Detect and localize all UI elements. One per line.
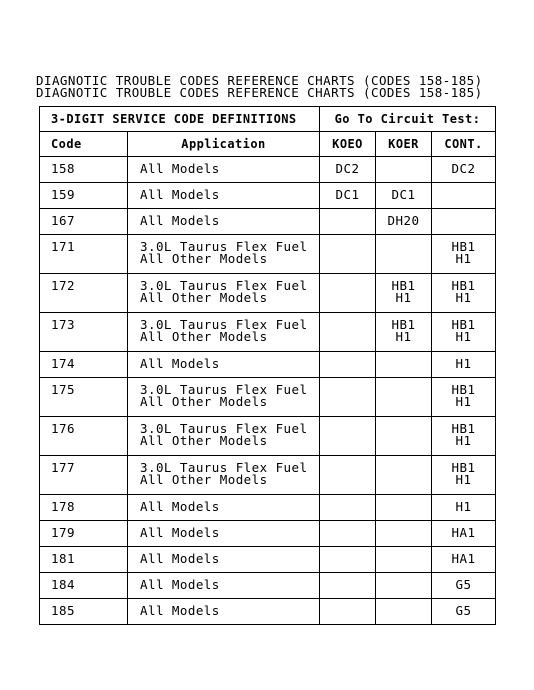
cell-cont-line: G5 <box>455 603 472 618</box>
table-row <box>40 417 496 456</box>
cell-cont <box>432 274 496 313</box>
cell-application <box>128 573 320 599</box>
cell-cont-line: HB1 <box>451 421 476 436</box>
cell-cont-line: H1 <box>455 356 472 371</box>
cell-koer <box>376 183 432 209</box>
cell-code: 184 <box>40 573 128 599</box>
table-row <box>40 235 496 274</box>
cell-koer <box>376 456 432 495</box>
cell-application <box>128 183 320 209</box>
cell-cont <box>432 521 496 547</box>
cell-application-line: 3.0L Taurus Flex Fuel <box>140 317 308 332</box>
cell-application-line: 3.0L Taurus Flex Fuel <box>140 278 308 293</box>
table-row <box>40 573 496 599</box>
cell-cont-line: HA1 <box>451 525 476 540</box>
header-application: Application <box>128 132 320 157</box>
cell-application <box>128 313 320 352</box>
cell-koeo <box>320 235 376 274</box>
cell-application-line: All Models <box>140 525 220 540</box>
cell-code: 167 <box>40 209 128 235</box>
table-row <box>40 599 496 625</box>
cell-code: 177 <box>40 456 128 495</box>
cell-cont <box>432 352 496 378</box>
cell-code: 176 <box>40 417 128 456</box>
cell-code: 179 <box>40 521 128 547</box>
cell-application <box>128 209 320 235</box>
cell-koer <box>376 209 432 235</box>
table-row <box>40 456 496 495</box>
cell-application <box>128 417 320 456</box>
cell-application-line: All Other Models <box>140 394 268 409</box>
header-service-code-definitions: 3-DIGIT SERVICE CODE DEFINITIONS <box>40 107 320 132</box>
cell-application-line: 3.0L Taurus Flex Fuel <box>140 460 308 475</box>
cell-koer-line: HB1 <box>391 317 416 332</box>
cell-koer <box>376 521 432 547</box>
cell-code: 185 <box>40 599 128 625</box>
cell-cont-line: G5 <box>455 577 472 592</box>
table-row <box>40 521 496 547</box>
cell-koer <box>376 313 432 352</box>
header-koeo: KOEO <box>320 132 376 157</box>
cell-code: 174 <box>40 352 128 378</box>
cell-koeo <box>320 352 376 378</box>
cell-application <box>128 378 320 417</box>
cell-application-line: All Other Models <box>140 472 268 487</box>
cell-cont-line: HB1 <box>451 382 476 397</box>
cell-code: 158 <box>40 157 128 183</box>
table-row <box>40 352 496 378</box>
cell-cont-line: HB1 <box>451 239 476 254</box>
cell-cont <box>432 417 496 456</box>
cell-koeo <box>320 378 376 417</box>
cell-cont-line: H1 <box>455 472 472 487</box>
cell-cont-line: HB1 <box>451 317 476 332</box>
cell-koeo-line: DC1 <box>335 187 360 202</box>
cell-koeo <box>320 313 376 352</box>
cell-application-line: 3.0L Taurus Flex Fuel <box>140 382 308 397</box>
cell-application-line: All Models <box>140 356 220 371</box>
cell-cont <box>432 495 496 521</box>
cell-koeo <box>320 183 376 209</box>
cell-code: 159 <box>40 183 128 209</box>
table-row <box>40 378 496 417</box>
cell-cont-line: HB1 <box>451 460 476 475</box>
cell-cont <box>432 573 496 599</box>
cell-koer-line: HB1 <box>391 278 416 293</box>
cell-code: 178 <box>40 495 128 521</box>
cell-application-line: All Models <box>140 577 220 592</box>
cell-cont-line: HB1 <box>451 278 476 293</box>
cell-koeo <box>320 417 376 456</box>
cell-koer <box>376 157 432 183</box>
cell-koeo <box>320 495 376 521</box>
cell-koer <box>376 378 432 417</box>
header-column-row <box>40 132 496 157</box>
table-row <box>40 495 496 521</box>
cell-application <box>128 235 320 274</box>
table-row <box>40 274 496 313</box>
cell-koer-line: H1 <box>395 290 412 305</box>
cell-application-line: All Models <box>140 603 220 618</box>
cell-cont <box>432 378 496 417</box>
cell-koeo <box>320 547 376 573</box>
cell-cont-line: H1 <box>455 290 472 305</box>
cell-koer <box>376 274 432 313</box>
cell-application-line: 3.0L Taurus Flex Fuel <box>140 239 308 254</box>
cell-application <box>128 547 320 573</box>
header-koer: KOER <box>376 132 432 157</box>
cell-code: 181 <box>40 547 128 573</box>
header-group-row <box>40 107 496 132</box>
cell-cont <box>432 209 496 235</box>
cell-application-line: All Models <box>140 187 220 202</box>
cell-cont-line: H1 <box>455 433 472 448</box>
page-heading: DIAGNOTIC TROUBLE CODES REFERENCE CHARTS (CODES 158-185) <box>36 73 483 88</box>
cell-koeo <box>320 573 376 599</box>
cell-koer <box>376 235 432 274</box>
cell-cont <box>432 547 496 573</box>
table-row <box>40 157 496 183</box>
header-cont: CONT. <box>432 132 496 157</box>
header-go-to-circuit-test: Go To Circuit Test: <box>320 107 496 132</box>
cell-code: 173 <box>40 313 128 352</box>
service-code-table <box>39 106 496 625</box>
cell-cont-line: HA1 <box>451 551 476 566</box>
cell-application-line: All Models <box>140 551 220 566</box>
cell-koeo <box>320 599 376 625</box>
cell-cont <box>432 313 496 352</box>
cell-koeo <box>320 521 376 547</box>
cell-cont <box>432 157 496 183</box>
cell-code: 175 <box>40 378 128 417</box>
cell-application-line: All Models <box>140 213 220 228</box>
cell-koeo-line: DC2 <box>335 161 360 176</box>
table-row <box>40 209 496 235</box>
cell-application-line: All Models <box>140 499 220 514</box>
cell-code: 171 <box>40 235 128 274</box>
cell-koer <box>376 547 432 573</box>
cell-application-line: All Other Models <box>140 251 268 266</box>
cell-koer-line: DC1 <box>391 187 416 202</box>
table-row <box>40 313 496 352</box>
cell-application <box>128 157 320 183</box>
cell-code: 172 <box>40 274 128 313</box>
table-row <box>40 183 496 209</box>
cell-koeo <box>320 456 376 495</box>
cell-cont-line: H1 <box>455 499 472 514</box>
cell-application-line: 3.0L Taurus Flex Fuel <box>140 421 308 436</box>
cell-application <box>128 599 320 625</box>
cell-koeo <box>320 274 376 313</box>
cell-cont-line: DC2 <box>451 161 476 176</box>
cell-koeo <box>320 209 376 235</box>
cell-cont <box>432 235 496 274</box>
cell-koer <box>376 352 432 378</box>
cell-application <box>128 352 320 378</box>
cell-application <box>128 495 320 521</box>
cell-application-line: All Other Models <box>140 433 268 448</box>
cell-koer <box>376 573 432 599</box>
cell-koer-line: DH20 <box>387 213 420 228</box>
cell-cont <box>432 183 496 209</box>
table-row <box>40 547 496 573</box>
cell-cont <box>432 456 496 495</box>
page-heading-repeat: DIAGNOTIC TROUBLE CODES REFERENCE CHARTS (CODES 158-185) <box>36 85 483 100</box>
cell-application-line: All Other Models <box>140 329 268 344</box>
header-code: Code <box>40 132 128 157</box>
cell-koer-line: H1 <box>395 329 412 344</box>
cell-application <box>128 521 320 547</box>
cell-koeo <box>320 157 376 183</box>
cell-cont-line: H1 <box>455 394 472 409</box>
cell-cont-line: H1 <box>455 329 472 344</box>
cell-application <box>128 274 320 313</box>
cell-koer <box>376 495 432 521</box>
cell-application-line: All Other Models <box>140 290 268 305</box>
cell-cont <box>432 599 496 625</box>
cell-application-line: All Models <box>140 161 220 176</box>
cell-koer <box>376 417 432 456</box>
cell-cont-line: H1 <box>455 251 472 266</box>
cell-koer <box>376 599 432 625</box>
cell-application <box>128 456 320 495</box>
